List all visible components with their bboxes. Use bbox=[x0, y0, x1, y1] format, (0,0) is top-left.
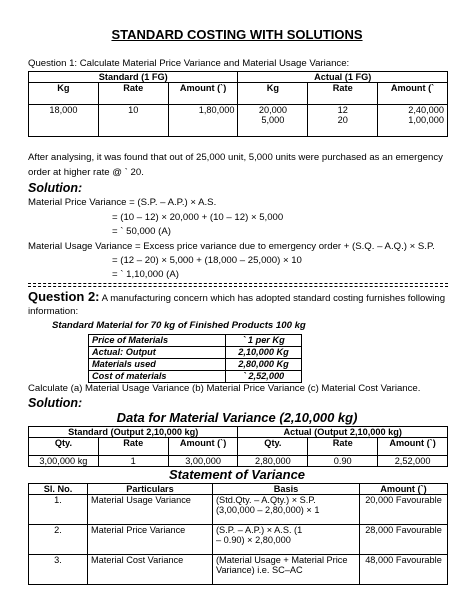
stmt-row-3-particulars: Material Cost Variance bbox=[88, 555, 213, 585]
q1-std-rate: 10 bbox=[98, 105, 168, 137]
stmt-row-1-particulars: Material Usage Variance bbox=[88, 495, 213, 525]
stmt-row-2-basis bbox=[213, 525, 360, 555]
question-1-text: Calculate Material Price Variance and Material Usage Variance: bbox=[79, 58, 350, 69]
info-val-materials: 2,80,000 Kg bbox=[226, 359, 302, 371]
q2-act-amount: 2,52,000 bbox=[378, 456, 448, 467]
q2-col-actual-qty: Qty. bbox=[238, 438, 308, 456]
q1-act-rate-2: 20 bbox=[337, 115, 348, 125]
stmt-row-2-basis-line-2: – 0.90) × 2,80,000 bbox=[216, 535, 291, 545]
stmt-row-2-no: 2. bbox=[29, 525, 88, 555]
question-1-heading bbox=[28, 58, 349, 70]
question-1-label: Question 1: bbox=[28, 58, 78, 69]
q2-data-table bbox=[28, 426, 448, 467]
q1-std-kg: 18,000 bbox=[29, 105, 99, 137]
data-table-title: Data for Material Variance (2,10,000 kg) bbox=[116, 410, 358, 425]
q2-standard-header: Standard (Output 2,10,000 kg) bbox=[29, 427, 238, 438]
q1-act-kg-cell bbox=[238, 105, 308, 137]
q1-line-3: = ` 50,000 (A) bbox=[112, 226, 171, 237]
question-2-heading bbox=[28, 291, 445, 305]
q1-act-rate-1: 12 bbox=[337, 105, 348, 115]
q1-line-6: = ` 1,10,000 (A) bbox=[112, 269, 179, 280]
info-key-price: Price of Materials bbox=[89, 335, 226, 347]
q2-info-table bbox=[88, 334, 302, 383]
section-divider bbox=[28, 283, 448, 284]
q1-col-actual-kg: Kg bbox=[238, 83, 308, 105]
q1-act-kg-2: 5,000 bbox=[261, 115, 285, 125]
q1-act-amount-2: 1,00,000 bbox=[408, 115, 444, 125]
stmt-row-3-basis-line-1: (Material Usage + Material Price bbox=[216, 555, 348, 565]
q2-std-rate: 1 bbox=[98, 456, 168, 467]
stmt-row-1-basis-line-2: (3,00,000 – 2,80,000) × 1 bbox=[216, 505, 320, 515]
question-1-table bbox=[28, 71, 448, 137]
q2-col-actual-amount: Amount (`) bbox=[378, 438, 448, 456]
stmt-row-3-basis-line-2: Variance) i.e. SC–AC bbox=[216, 565, 303, 575]
stmt-row-3-amount: 48,000 Favourable bbox=[360, 555, 448, 585]
stmt-row-1-basis bbox=[213, 495, 360, 525]
q2-std-amount: 3,00,000 bbox=[168, 456, 238, 467]
q1-line-5: = (12 – 20) × 5,000 + (18,000 – 25,000) × 10 bbox=[112, 255, 302, 266]
info-key-materials: Materials used bbox=[89, 359, 226, 371]
info-key-output: Actual: Output bbox=[89, 347, 226, 359]
stmt-row-2-amount: 28,000 Favourable bbox=[360, 525, 448, 555]
q2-col-rate: Rate bbox=[98, 438, 168, 456]
q2-act-rate: 0.90 bbox=[308, 456, 378, 467]
stmt-col-amount: Amount (`) bbox=[360, 484, 448, 495]
page-title: STANDARD COSTING WITH SOLUTIONS bbox=[111, 27, 363, 42]
stmt-row-3-no: 3. bbox=[29, 555, 88, 585]
q1-line-2: = (10 – 12) × 20,000 + (10 – 12) × 5,000 bbox=[112, 212, 284, 223]
q1-actual-header: Actual (1 FG) bbox=[238, 72, 448, 83]
q2-col-amount: Amount (`) bbox=[168, 438, 238, 456]
stmt-row-1-amount: 20,000 Favourable bbox=[360, 495, 448, 525]
statement-of-variance-table bbox=[28, 483, 448, 585]
q1-solution-heading: Solution: bbox=[28, 181, 83, 195]
q1-standard-header: Standard (1 FG) bbox=[29, 72, 238, 83]
info-key-cost: Cost of materials bbox=[89, 371, 226, 383]
info-val-output: 2,10,000 Kg bbox=[226, 347, 302, 359]
stmt-col-slno: Sl. No. bbox=[29, 484, 88, 495]
q1-col-amount: Amount (`) bbox=[168, 83, 238, 105]
stmt-row-2-particulars: Material Price Variance bbox=[88, 525, 213, 555]
q2-calculate-text: Calculate (a) Material Usage Variance (b) Material Price Variance (c) Material Cost Variance. bbox=[28, 383, 421, 394]
stmt-col-particulars: Particulars bbox=[88, 484, 213, 495]
question-2-label: Question 2: bbox=[28, 289, 100, 304]
q1-after-line-1: After analysing, it was found that out of 25,000 unit, 5,000 units were purchased as an emergency bbox=[28, 152, 443, 163]
q2-act-qty: 2,80,000 bbox=[238, 456, 308, 467]
stmt-row-2-basis-line-1: (S.P. – A.P.) × A.S. (1 bbox=[216, 525, 303, 535]
info-val-price: ` 1 per Kg bbox=[226, 335, 302, 347]
statement-title: Statement of Variance bbox=[168, 467, 306, 482]
q1-col-actual-amount: Amount (` bbox=[378, 83, 448, 105]
q1-col-actual-rate: Rate bbox=[308, 83, 378, 105]
standard-material-title: Standard Material for 70 kg of Finished Products 100 kg bbox=[52, 320, 306, 331]
q1-act-rate-cell bbox=[308, 105, 378, 137]
q2-actual-header: Actual (Output 2,10,000 kg) bbox=[238, 427, 448, 438]
question-2-text-2: information: bbox=[28, 306, 79, 317]
q1-line-1: Material Price Variance = (S.P. – A.P.) × A.S. bbox=[28, 197, 217, 208]
q2-col-qty: Qty. bbox=[29, 438, 99, 456]
info-val-cost: ` 2,52,000 bbox=[226, 371, 302, 383]
section-divider-2 bbox=[28, 286, 448, 287]
question-2-text: A manufacturing concern which has adopted standard costing furnishes following bbox=[101, 293, 446, 304]
q1-std-amount: 1,80,000 bbox=[168, 105, 238, 137]
q1-col-kg: Kg bbox=[29, 83, 99, 105]
q2-std-qty: 3,00,000 kg bbox=[29, 456, 99, 467]
q2-col-actual-rate: Rate bbox=[308, 438, 378, 456]
q1-after-line-2: order at higher rate @ ` 20. bbox=[28, 167, 144, 178]
stmt-row-1-no: 1. bbox=[29, 495, 88, 525]
q1-act-amount-1: 2,40,000 bbox=[408, 105, 444, 115]
q1-col-rate: Rate bbox=[98, 83, 168, 105]
q1-act-amount-cell bbox=[378, 105, 448, 137]
stmt-col-basis: Basis bbox=[213, 484, 360, 495]
stmt-row-1-basis-line-1: (Std.Qty. – A.Qty.) × S.P. bbox=[216, 495, 316, 505]
q1-act-kg-1: 20,000 bbox=[258, 105, 287, 115]
stmt-row-3-basis bbox=[213, 555, 360, 585]
q2-solution-heading: Solution: bbox=[28, 396, 83, 410]
q1-line-4: Material Usage Variance = Excess price variance due to emergency order + (S.Q. – A.Q.) × S.P. bbox=[28, 241, 435, 252]
